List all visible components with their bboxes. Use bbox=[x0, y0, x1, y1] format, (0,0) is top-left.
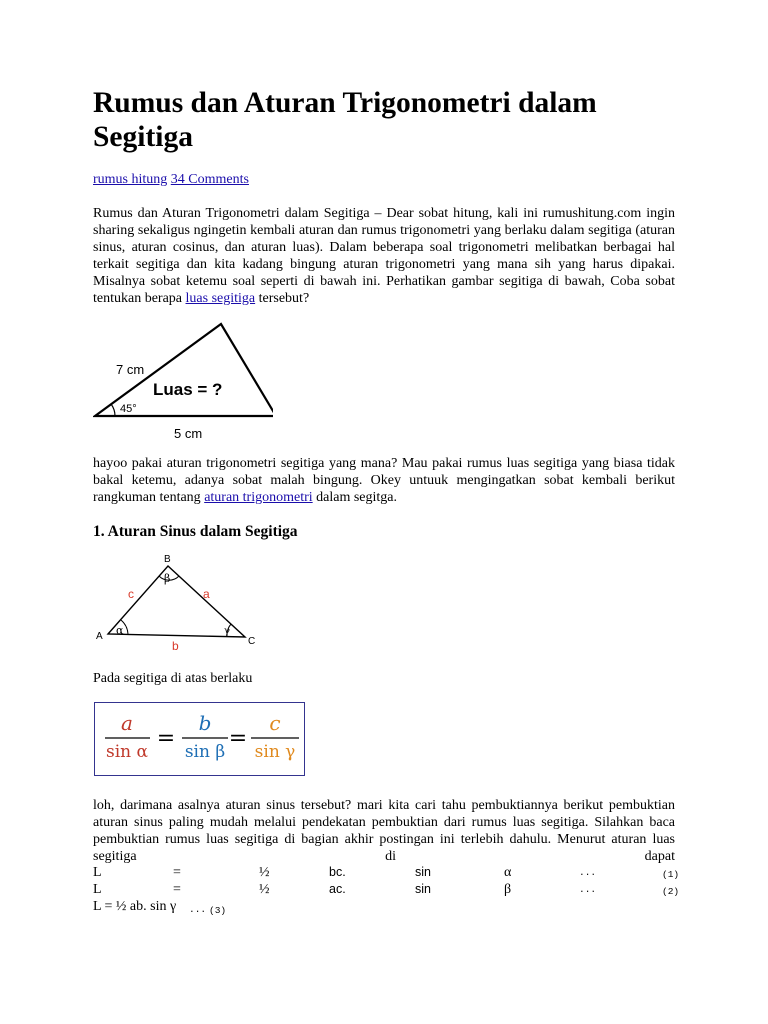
formula-den-c: sin γ bbox=[254, 742, 296, 762]
angle-label: 45° bbox=[120, 403, 137, 415]
vertex-b-label: B bbox=[164, 554, 171, 565]
eq1-angle: α bbox=[504, 865, 512, 880]
eq1-sin: sin bbox=[415, 865, 431, 879]
formula-num-c: c bbox=[269, 711, 281, 735]
eq1-l: L bbox=[93, 865, 102, 880]
paragraph-4: loh, darimana asalnya aturan sinus tersebut? mari kita cari tahu pembuktiannya berikut pembuktian aturan sinus paling mudah melalui pendekatan pembuktian dari rumus luas segitiga. Silahkan baca pembuktian rumus luas segitiga di bagian akhir postingan ini terlebih dahulu. Menurut aturan luas segitiga di dapat bbox=[93, 798, 675, 864]
eq2-sin: sin bbox=[415, 882, 431, 896]
intro-text: Rumus dan Aturan Trigonometri dalam Segitiga – Dear sobat hitung, kali ini rumushitung.com ingin sharing sekaligus ngingetin kembali aturan dan rumus trigonometri yang berlaku dalam segitiga (aturan sinus, aturan cosinus, dan aturan luas). Dalam beberapa soal trigonometri melibatkan berbagai hal terkait segitiga dan kita kadang bingung aturan trigonometri yang mana sih yang harus dipakai. Misalnya sobat ketemu soal seperti di bawah ini. Perhatikan gambar segitiga di bawah, Coba sobat tentukan berapa bbox=[93, 206, 675, 306]
alpha-label: α bbox=[116, 624, 124, 637]
vertex-a-label: A bbox=[96, 631, 103, 642]
category-link[interactable]: rumus hitung bbox=[93, 172, 168, 187]
equation-3 bbox=[93, 898, 675, 915]
triangle-figure bbox=[93, 318, 273, 442]
eq1-dots: ... bbox=[579, 867, 597, 878]
eq2-dots: ... bbox=[579, 884, 597, 895]
vertex-c-label: C bbox=[248, 636, 256, 647]
gamma-label: γ bbox=[224, 626, 230, 637]
aturan-trigonometri-link[interactable]: aturan trigonometri bbox=[204, 490, 313, 505]
eq2-sides: ac. bbox=[329, 882, 346, 896]
post-meta bbox=[93, 172, 249, 188]
eq1-half: ½ bbox=[259, 865, 270, 880]
eq1-sides: bc. bbox=[329, 865, 346, 879]
side-a-label: a bbox=[203, 587, 210, 601]
eq1-number: (1) bbox=[662, 869, 680, 880]
section-heading: 1. Aturan Sinus dalam Segitiga bbox=[93, 523, 298, 540]
triangle-abc-figure bbox=[93, 550, 263, 650]
page-title: Rumus dan Aturan Trigonometri dalam Segitiga bbox=[93, 87, 597, 153]
area-question: Luas = ? bbox=[153, 380, 223, 399]
eq2-angle: β bbox=[504, 882, 512, 897]
angle-arc bbox=[111, 404, 115, 416]
formula-num-b: b bbox=[198, 711, 212, 735]
formula-den-a: sin α bbox=[106, 742, 148, 762]
paragraph-2 bbox=[93, 455, 675, 506]
comments-link[interactable]: 34 Comments bbox=[170, 172, 249, 187]
paragraph-2-text: hayoo pakai aturan trigonometri segitiga yang mana? Mau pakai rumus luas segitiga yang biasa tidak bakal ketemu, adanya sobat malah bingung. Okey untuuk mengingatkan sobat kembali berikut rangkuman tentang bbox=[93, 456, 675, 505]
side-b-label: b bbox=[172, 639, 179, 650]
sine-rule-formula bbox=[94, 702, 305, 776]
intro-text-end: tersebut? bbox=[258, 291, 310, 306]
formula-num-a: a bbox=[121, 711, 133, 735]
side-left-label: 7 cm bbox=[116, 362, 145, 377]
eq3-dots: ... bbox=[189, 904, 207, 915]
eq2-equals: = bbox=[173, 882, 181, 897]
luas-segitiga-link[interactable]: luas segitiga bbox=[185, 291, 256, 306]
beta-label: β bbox=[164, 572, 171, 585]
equation-1 bbox=[93, 864, 680, 881]
formula-den-b: sin β bbox=[184, 742, 226, 762]
formula-svg bbox=[95, 703, 303, 774]
eq2-half: ½ bbox=[259, 882, 270, 897]
paragraph-3: Pada segitiga di atas berlaku bbox=[93, 671, 253, 686]
formula-equals-1: = bbox=[156, 726, 176, 751]
intro-paragraph bbox=[93, 205, 675, 307]
eq2-l: L bbox=[93, 882, 102, 897]
equation-2 bbox=[93, 881, 680, 898]
eq1-equals: = bbox=[173, 865, 181, 880]
paragraph-2-end: dalam segitga. bbox=[316, 490, 398, 505]
formula-equals-2: = bbox=[228, 726, 248, 751]
eq3-number: (3) bbox=[209, 905, 227, 916]
side-bottom-label: 5 cm bbox=[174, 426, 203, 441]
side-c-label: c bbox=[128, 587, 134, 601]
eq3-text: L = ½ ab. sin γ bbox=[93, 899, 177, 914]
eq2-number: (2) bbox=[662, 886, 680, 897]
